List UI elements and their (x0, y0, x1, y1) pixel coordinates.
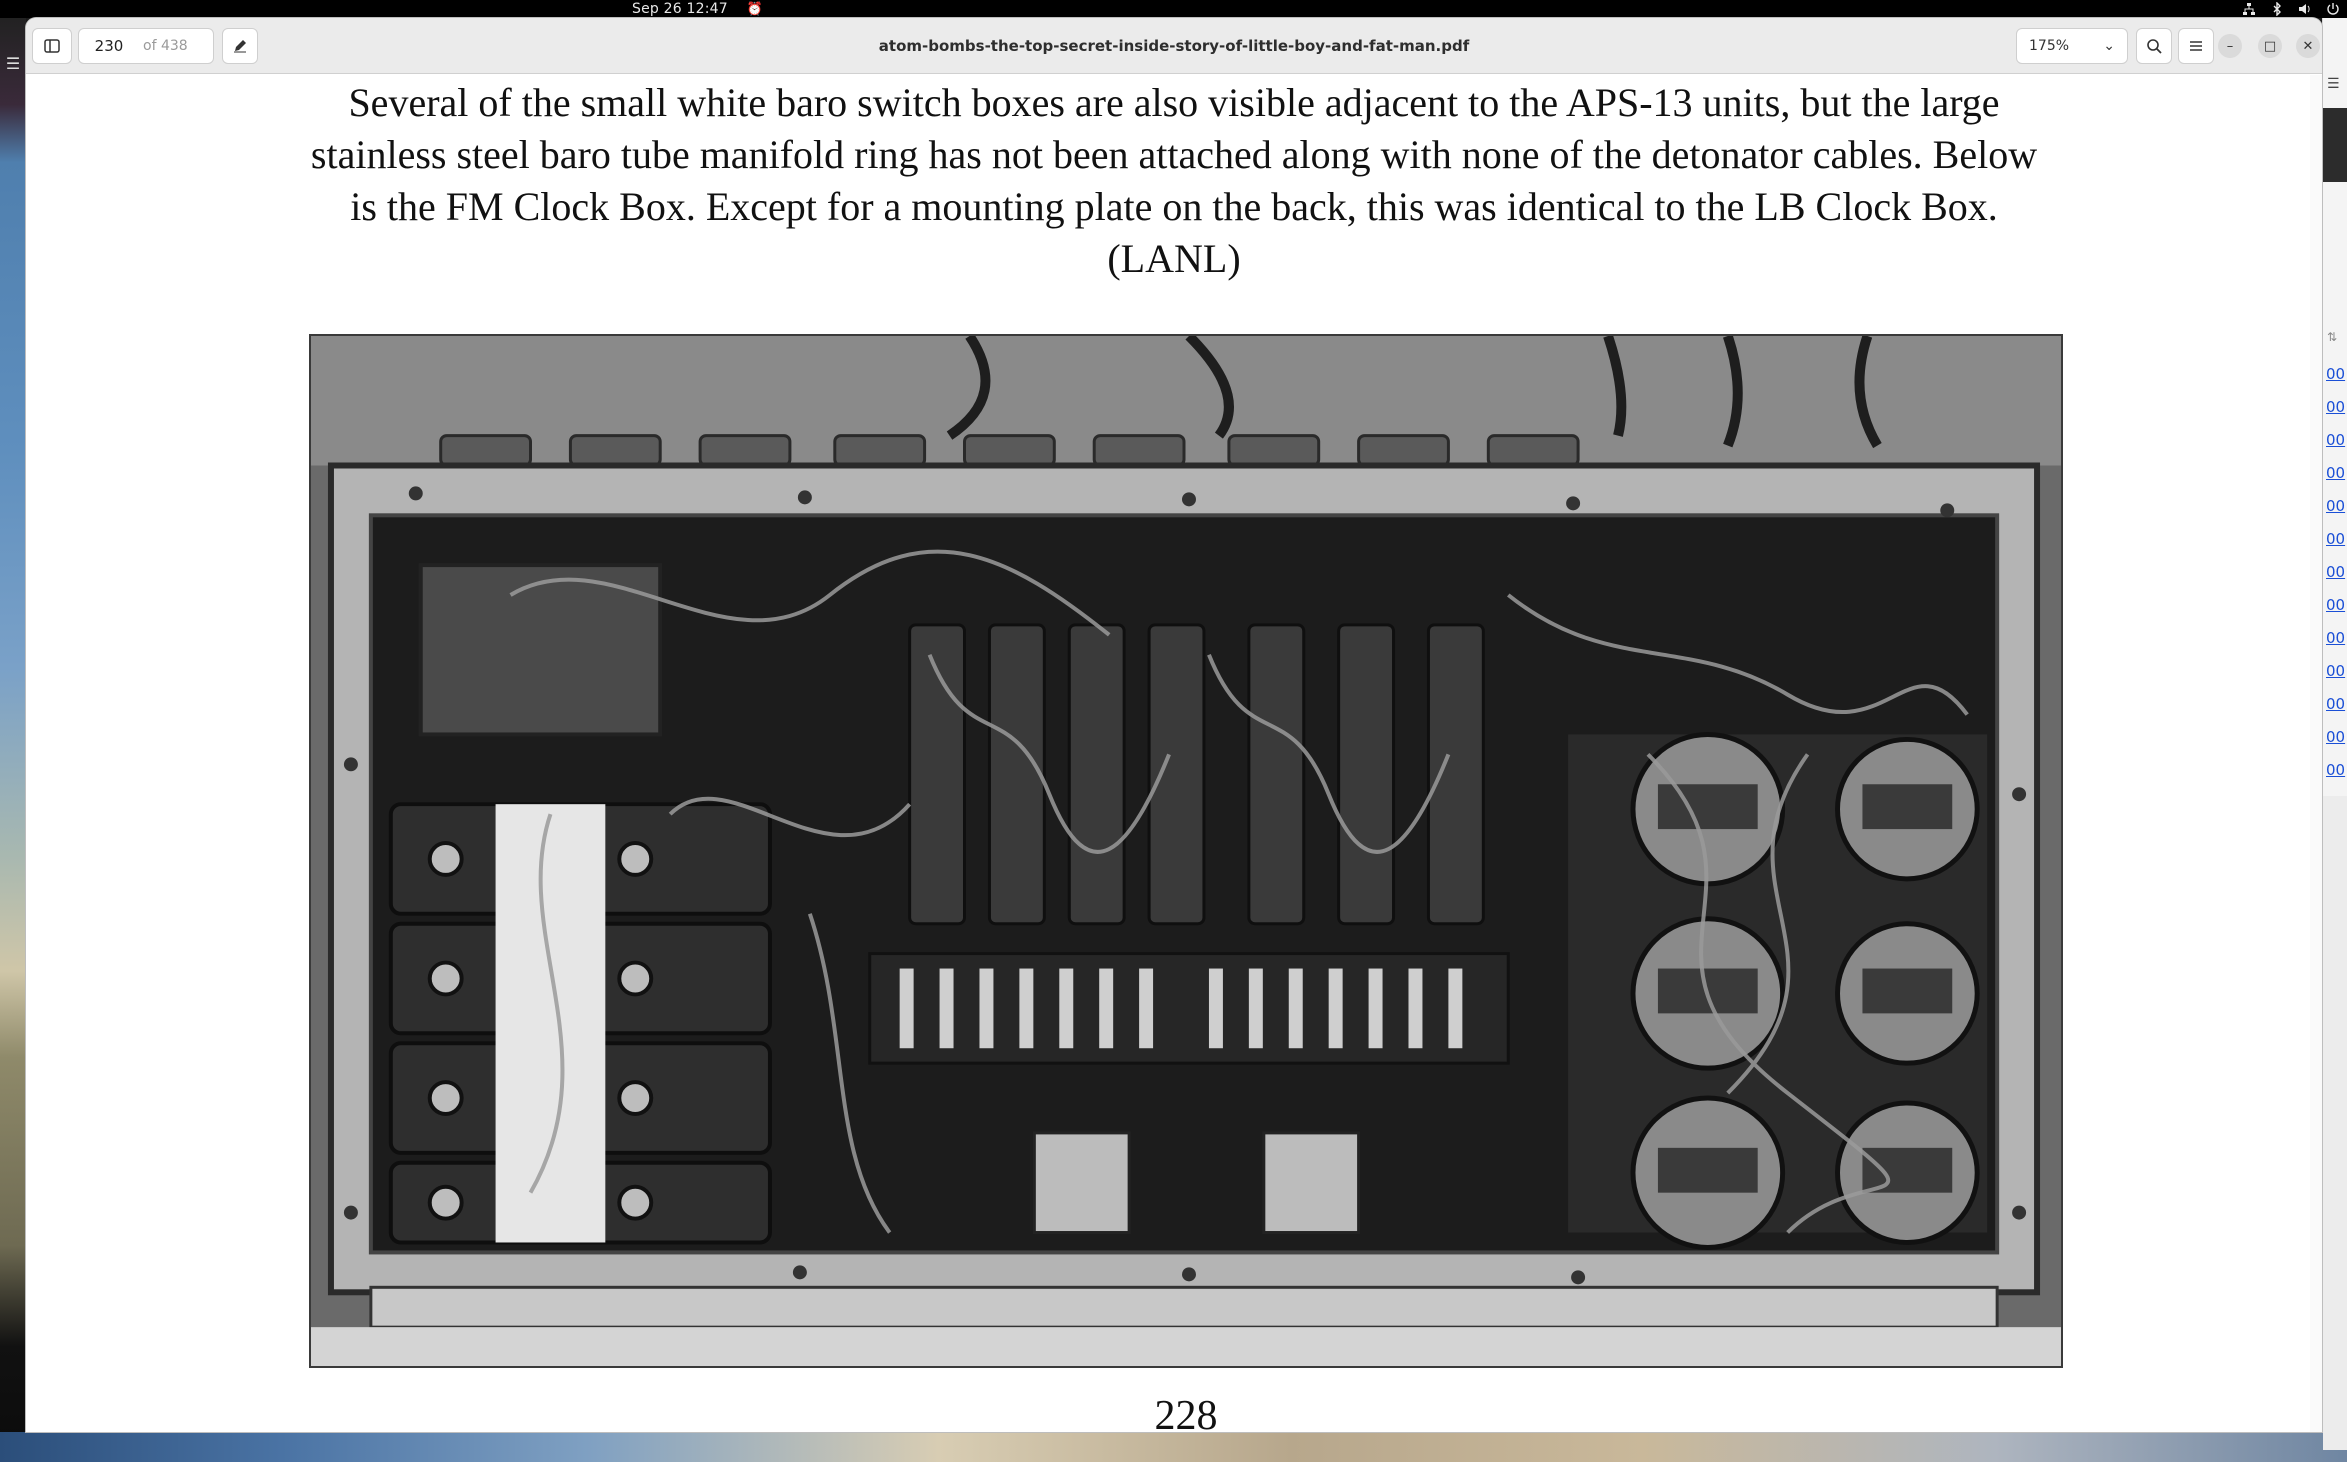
close-button[interactable] (2296, 34, 2320, 58)
date-time: Sep 26 12:47 (632, 1, 728, 17)
page-number-label: 228 (1154, 1393, 1218, 1432)
sidebar-toggle-button[interactable] (32, 28, 72, 64)
page-total-label: of 438 (143, 38, 188, 54)
search-icon (2145, 37, 2163, 55)
page-number-entry[interactable] (78, 28, 214, 64)
background-link[interactable]: 00 (2326, 398, 2346, 416)
page-paragraph (206, 77, 2142, 285)
system-tray[interactable] (2241, 0, 2341, 18)
desktop-background-bottom (0, 1432, 2347, 1462)
background-window-right (2322, 18, 2347, 1432)
zoom-value: 175% (2029, 38, 2070, 54)
minimize-icon: – (2226, 38, 2234, 54)
document-page-view[interactable] (26, 75, 2322, 1432)
background-link[interactable]: 00 (2326, 464, 2346, 482)
paragraph-line: Several of the small white baro switch boxes are also visible adjacent to the APS-13 units, but the large (348, 80, 2000, 125)
pencil-icon (231, 37, 249, 55)
maximize-button[interactable] (2258, 34, 2282, 58)
background-link[interactable]: 00 (2326, 530, 2346, 548)
clock-box-photograph (309, 334, 2063, 1368)
search-button[interactable] (2136, 28, 2172, 64)
minimize-button[interactable] (2218, 34, 2242, 58)
scroll-area-edge (2310, 75, 2322, 1432)
background-window-dark-band (2323, 108, 2347, 182)
paragraph-line: (LANL) (1107, 236, 1241, 281)
chevron-down-icon: ⌄ (2103, 38, 2115, 54)
sort-icon[interactable]: ⇅ (2327, 330, 2338, 344)
background-link[interactable]: 00 (2326, 596, 2346, 614)
clock[interactable] (632, 0, 763, 18)
annotate-button[interactable] (222, 28, 258, 64)
background-link[interactable]: 00 (2326, 662, 2346, 680)
paragraph-line: stainless steel baro tube manifold ring has not been attached along with none of the detonator cables. Below (310, 132, 2038, 177)
volume-icon[interactable] (2297, 2, 2313, 16)
page-number-input[interactable] (79, 29, 139, 63)
background-link[interactable]: 00 (2326, 728, 2346, 746)
background-link[interactable]: 00 (2326, 695, 2346, 713)
power-icon[interactable] (2325, 2, 2341, 16)
system-top-bar (0, 0, 2347, 18)
maximize-icon: □ (2263, 38, 2277, 54)
background-link[interactable]: 00 (2326, 629, 2346, 647)
main-menu-button[interactable] (2178, 28, 2214, 64)
window-title: atom-bombs-the-top-secret-inside-story-of-little-boy-and-fat-man.pdf (878, 37, 1470, 55)
close-icon: ✕ (2302, 38, 2314, 54)
background-link[interactable]: 00 (2326, 431, 2346, 449)
app-menu-icon[interactable]: ☰ (5, 54, 21, 73)
sidebar-icon (43, 37, 61, 55)
background-link-list (2323, 358, 2347, 820)
document-viewer-window (26, 18, 2322, 1432)
hamburger-icon (2187, 37, 2205, 55)
background-link[interactable]: 00 (2326, 365, 2346, 383)
background-link[interactable]: 00 (2326, 497, 2346, 515)
header-bar (26, 18, 2322, 74)
background-link[interactable]: 00 (2326, 761, 2346, 779)
background-window-lower-area (2323, 796, 2347, 1450)
bluetooth-icon[interactable] (2269, 2, 2285, 16)
alarm-icon: ⏰ (746, 2, 763, 17)
background-link[interactable]: 00 (2326, 563, 2346, 581)
network-icon[interactable] (2241, 2, 2257, 16)
paragraph-line: is the FM Clock Box. Except for a mounting plate on the back, this was identical to the LB Clock Box. (350, 184, 1998, 229)
hamburger-icon[interactable]: ☰ (2327, 76, 2340, 92)
zoom-dropdown[interactable] (2016, 28, 2128, 64)
desktop-background-left (0, 18, 26, 1462)
